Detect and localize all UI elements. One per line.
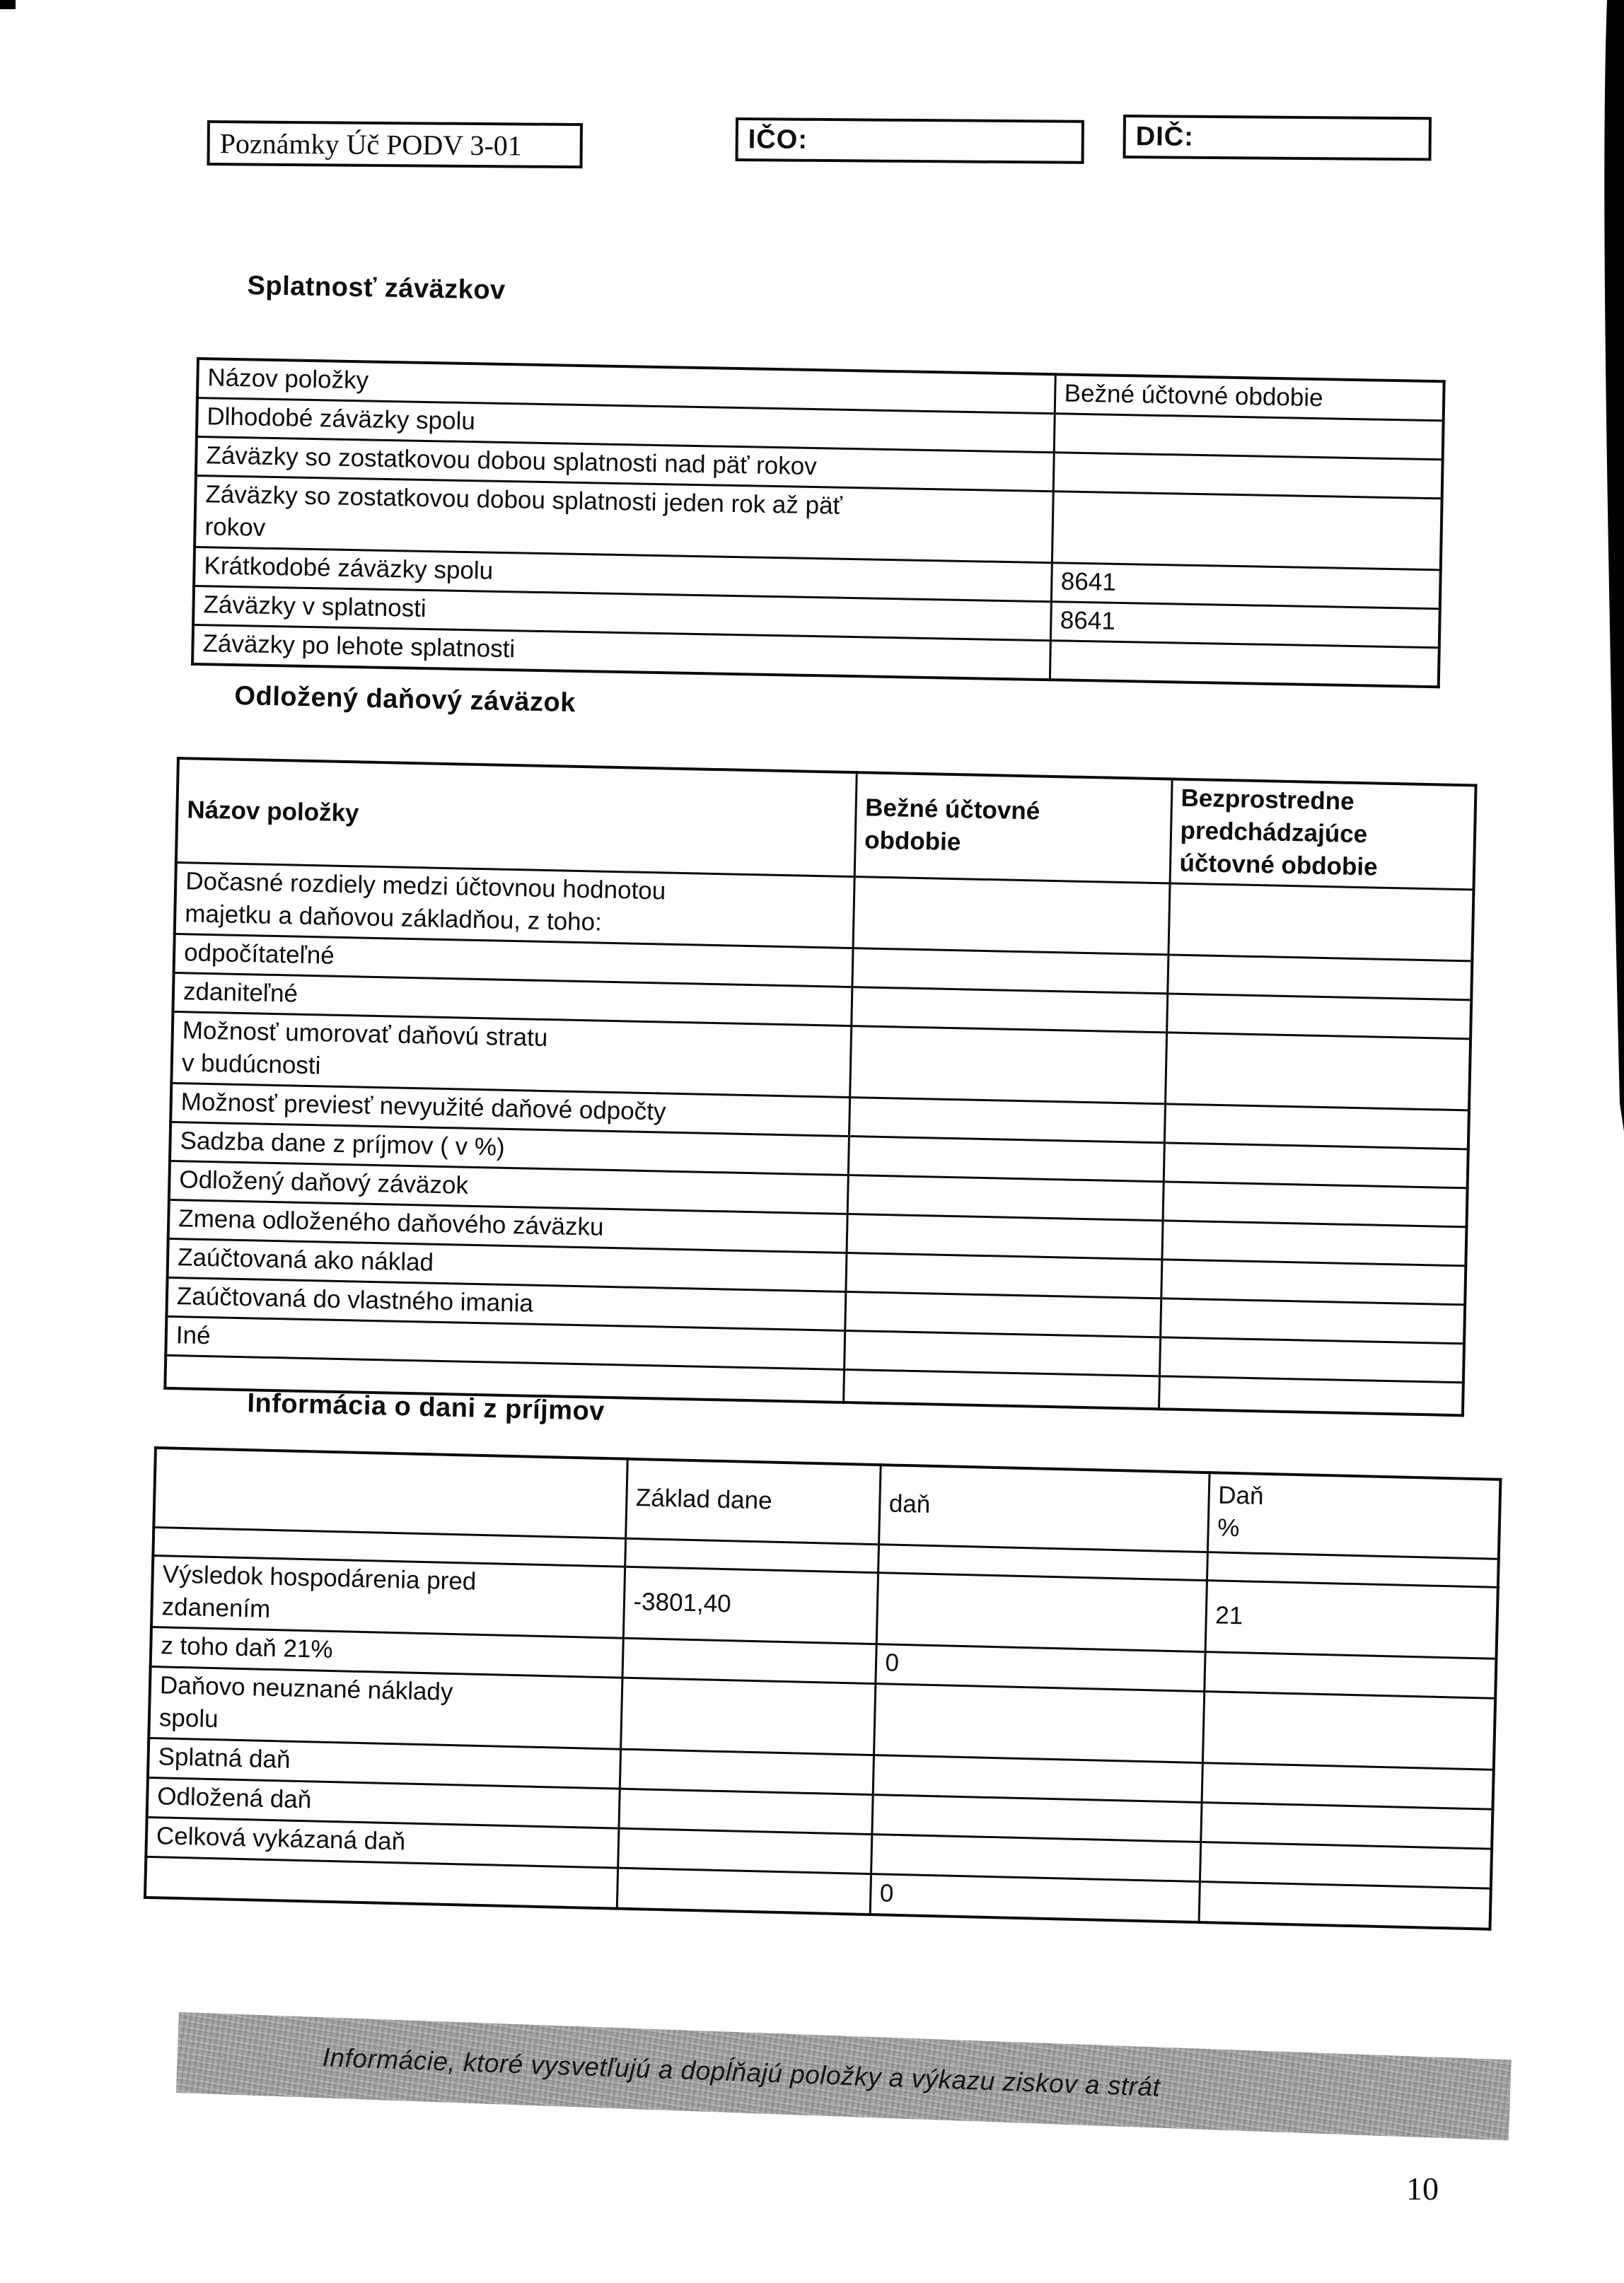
row-value <box>852 948 1168 994</box>
row-label: Možnosť umorovať daňovú stratu v budúcnosti <box>171 1011 851 1097</box>
row-value <box>847 1214 1163 1259</box>
row-label: Daňovo neuznané náklady spolu <box>149 1666 622 1749</box>
row-value: 0 <box>870 1874 1200 1922</box>
row-value <box>1168 883 1473 961</box>
row-label: Odložený daňový záväzok <box>169 1161 848 1214</box>
row-value: 0 <box>875 1644 1205 1691</box>
section-title-odlozeny: Odložený daňový záväzok <box>234 681 576 719</box>
row-value <box>1202 1691 1495 1770</box>
row-value <box>1159 1337 1464 1383</box>
row-label: Výsledok hospodárenia pred zdanením <box>151 1555 625 1638</box>
row-value <box>1164 1143 1468 1188</box>
splatnost-table <box>191 357 1446 688</box>
form-id-box <box>207 120 582 168</box>
row-label: Zaúčtovaná do vlastného imania <box>166 1277 845 1330</box>
row-value <box>1202 1762 1494 1809</box>
ico-label: IČO: <box>748 124 808 155</box>
row-value <box>843 1369 1159 1408</box>
row-value <box>622 1638 876 1683</box>
row-label: Krátkodobé záväzky spolu <box>194 547 1052 601</box>
row-value <box>1050 641 1439 687</box>
column-header: Daň % <box>1207 1472 1501 1559</box>
row-value <box>845 1253 1161 1298</box>
row-label: Zaúčtovaná ako náklad <box>168 1238 847 1291</box>
row-value <box>617 1868 871 1915</box>
row-label: Celková vykázaná daň <box>146 1817 618 1868</box>
column-header: Bežné účtovné obdobie <box>854 772 1172 883</box>
column-header: daň <box>878 1465 1210 1552</box>
column-header: Bežné účtovné obdobie <box>1055 374 1444 421</box>
page-number: 10 <box>1406 2171 1439 2207</box>
row-value <box>1165 1033 1471 1110</box>
row-value <box>1167 955 1472 1000</box>
row-value <box>849 1026 1166 1104</box>
row-label: odpočítateľné <box>174 934 853 987</box>
form-id-label: Poznámky Úč PODV 3-01 <box>219 127 522 161</box>
row-value <box>1161 1221 1466 1266</box>
row-value <box>1161 1260 1466 1305</box>
column-header: Názov položky <box>176 758 857 877</box>
row-value: 8641 <box>1051 563 1441 609</box>
column-header: Názov položky <box>197 359 1055 414</box>
row-value <box>1199 1881 1491 1929</box>
odlozeny-table <box>163 757 1477 1417</box>
row-value <box>1164 1104 1469 1149</box>
row-label: Záväzky so zostatkovou dobou splatnosti jeden rok až päť rokov <box>195 476 1053 563</box>
row-value <box>874 1683 1204 1762</box>
scan-corner-artifact <box>0 0 16 9</box>
row-value <box>853 877 1170 955</box>
row-value <box>1054 414 1444 460</box>
row-label: z toho daň 21% <box>151 1627 623 1678</box>
row-value <box>617 1828 871 1874</box>
row-value <box>1052 492 1442 570</box>
row-value: 8641 <box>1050 602 1440 648</box>
scan-edge-artifact <box>1596 0 1624 1132</box>
row-label: Iné <box>166 1316 845 1369</box>
row-label: Dočasné rozdiely medzi účtovnou hodnotou majetku a daňovou základňou, z toho: <box>175 863 854 948</box>
row-label: Možnosť previesť nevyužité daňové odpočty <box>170 1083 849 1136</box>
row-value <box>876 1572 1207 1651</box>
ico-box <box>736 117 1084 164</box>
row-value <box>1053 453 1443 499</box>
row-value <box>848 1137 1164 1182</box>
row-value <box>844 1330 1160 1376</box>
section-title-splatnost: Splatnosť záväzkov <box>247 271 506 306</box>
row-label: Záväzky so zostatkovou dobou splatnosti nad päť rokov <box>196 437 1054 492</box>
column-header <box>153 1448 627 1538</box>
row-label: Dlhodobé záväzky spolu <box>197 398 1055 453</box>
column-header: Bezprostredne predchádzajúce účtovné obdobie <box>1170 779 1476 889</box>
row-label: Sadzba dane z príjmov ( v %) <box>170 1122 849 1175</box>
row-value <box>618 1789 872 1834</box>
row-label: zdaniteľné <box>173 972 852 1026</box>
row-value <box>1200 1802 1492 1849</box>
row-label: Zmena odloženého daňového záväzku <box>168 1199 847 1253</box>
row-value: -3801,40 <box>623 1567 878 1644</box>
row-value <box>1160 1299 1465 1344</box>
row-value <box>851 987 1167 1033</box>
row-value: 21 <box>1205 1580 1498 1658</box>
dan-table <box>144 1446 1502 1931</box>
row-value <box>845 1291 1161 1337</box>
row-value <box>1166 994 1471 1039</box>
row-value <box>620 1749 874 1794</box>
section-title-dan: Informácia o dani z príjmov <box>247 1388 605 1427</box>
row-label: Odložená daň <box>147 1777 620 1828</box>
row-value <box>1159 1376 1463 1415</box>
dic-label: DIČ: <box>1135 121 1195 152</box>
footer-banner-text: Informácie, ktoré vysvetľujú a dopĺňajú položky a výkazu ziskov a strát <box>322 2043 1161 2102</box>
row-value <box>847 1175 1164 1221</box>
row-label: Záväzky v splatnosti <box>193 586 1051 640</box>
row-value <box>1163 1182 1468 1227</box>
row-value <box>1204 1651 1496 1698</box>
row-value <box>620 1678 875 1755</box>
row-label: Záväzky po lehote splatnosti <box>192 625 1050 680</box>
dic-box <box>1123 115 1432 161</box>
row-label: Splatná daň <box>148 1738 620 1789</box>
footer-banner <box>176 2012 1512 2140</box>
column-header: Základ dane <box>625 1459 881 1544</box>
row-value <box>849 1098 1165 1143</box>
row-value <box>1200 1842 1492 1888</box>
